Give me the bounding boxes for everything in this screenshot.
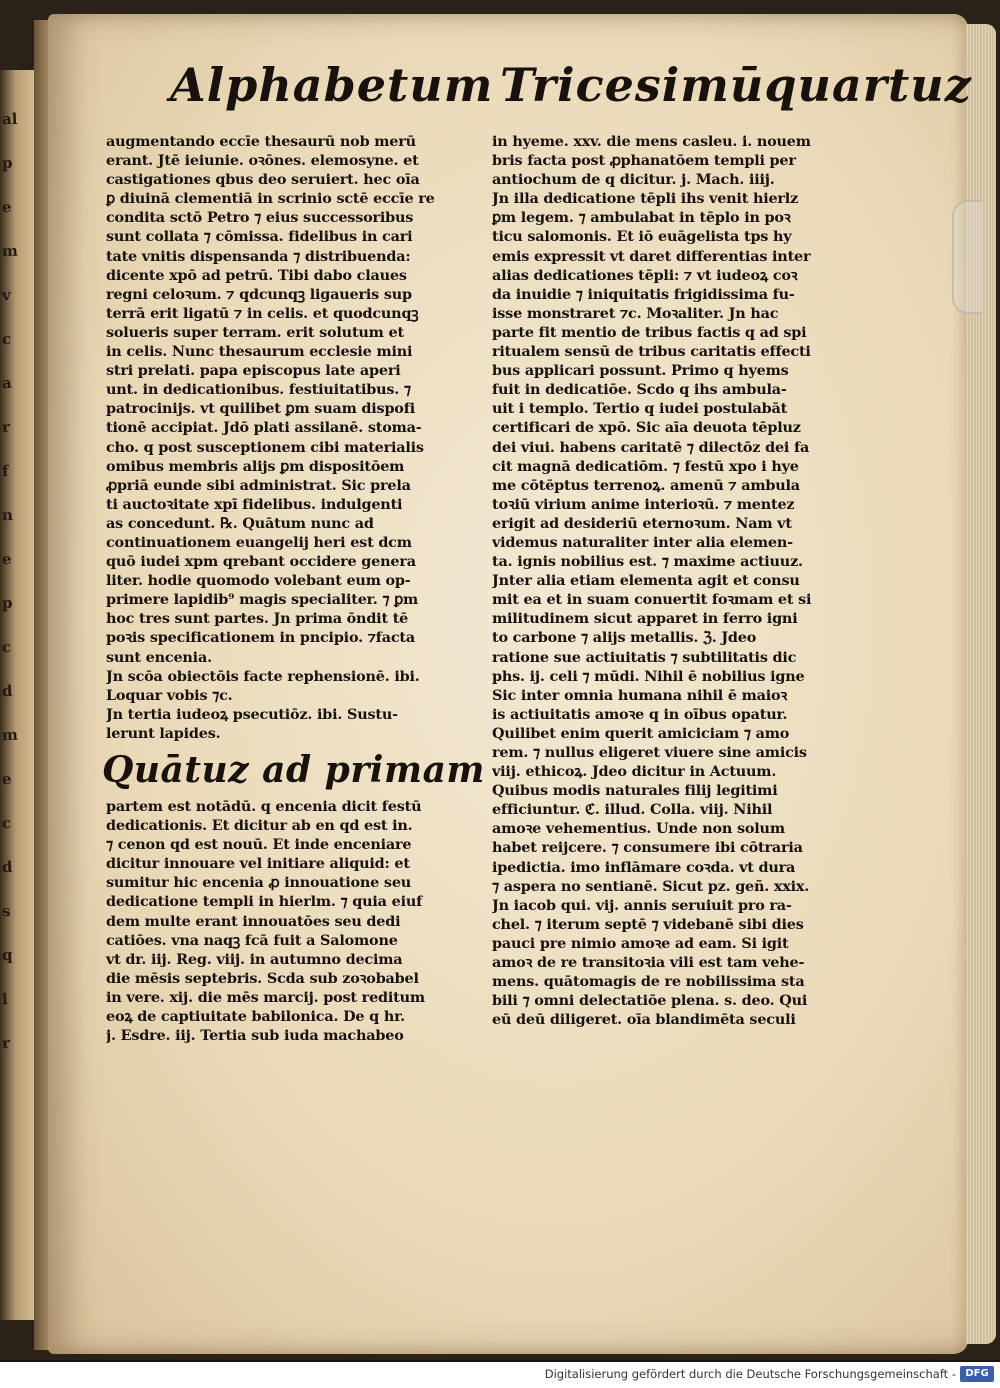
- text-line: solueris super terram. erit solutum et: [106, 323, 404, 341]
- text-line: condita sctō Petro ⁊ eius successoribus: [106, 209, 414, 227]
- text-line: dedicationis. Et dicitur ab en qd est in.: [106, 817, 413, 835]
- text-line: dicente xpō ad petrū. Tibi dabo claues: [106, 266, 407, 284]
- text-line: omibus membris alijs ꝑm dispositōem: [106, 457, 405, 475]
- previous-page-fragment: s: [1, 902, 11, 921]
- text-line: fuit in dedicatiōe. Scdo q ihs ambula-: [492, 381, 787, 399]
- text-line: is actiuitatis amoꝛe q in oībus opatur.: [492, 705, 788, 723]
- text-line: patrocinijs. vt quilibet ꝑm suam dispofi: [106, 400, 415, 418]
- previous-page-fragment: e: [1, 549, 12, 569]
- text-line: as concedunt. ℞. Quātum nunc ad: [106, 514, 374, 532]
- text-line: continuationem euangelij heri est dcm: [106, 533, 412, 551]
- text-line: ratione sue actiuitatis ⁊ subtilitatis dic: [492, 648, 797, 666]
- previous-page-fragment: e: [1, 769, 12, 789]
- text-line: quō iudei xpm qrebant occidere genera: [106, 553, 416, 571]
- text-line: tate vnitis dispensanda ⁊ distribuenda:: [106, 247, 411, 265]
- text-line: eū deū diligeret. oīa blandimēta seculi: [492, 1011, 796, 1029]
- text-line: sunt encenia.: [106, 648, 212, 666]
- text-line: dei viui. habens caritatē ⁊ dilectōz dei fa: [492, 438, 810, 456]
- text-line: poꝛis specificationem in pncipio. ⁊facta: [106, 629, 415, 647]
- text-line: emis expressit vt daret differentias inter: [492, 247, 811, 265]
- text-line: alias dedicationes tēpli: ⁊ vt iudeoꝝ coꝛ: [492, 266, 798, 284]
- text-line: bris facta post ꝓphanatōem templi per: [492, 152, 796, 170]
- text-line: chel. ⁊ iterum septē ⁊ videbanē sibi dies: [492, 915, 804, 933]
- text-line: Jnter alia etiam elementa agit et consu: [492, 572, 800, 590]
- text-line: dicitur innouare vel initiare aliquid: et: [106, 855, 410, 873]
- text-line: to carbone ⁊ alijs metallis. ℨ. Jdeo: [492, 629, 757, 647]
- digitization-footer: [0, 1362, 1000, 1388]
- text-line: militudinem sicut apparet in ferro igni: [492, 610, 798, 628]
- previous-page-fragment: d: [1, 681, 13, 701]
- previous-page-fragment: d: [1, 857, 13, 877]
- page-clip: [952, 200, 982, 314]
- text-line: pauci pre nimio amoꝛe ad eam. Si igit: [492, 934, 789, 952]
- text-line: liter. hodie quomodo volebant eum op-: [106, 572, 411, 590]
- text-line: ta. ignis nobilius est. ⁊ maxime actiuuz.: [492, 553, 803, 571]
- text-line: mens. quātomagis de re nobilissima sta: [492, 973, 805, 991]
- previous-page-fragment: p: [1, 593, 13, 613]
- previous-page-fragment: c: [1, 330, 12, 349]
- text-line: sunt collata ⁊ cōmissa. fidelibus in cari: [106, 228, 413, 246]
- previous-page-fragment: q: [1, 945, 13, 965]
- previous-page-fragment: r: [1, 1034, 11, 1053]
- previous-page-fragment: e: [1, 197, 12, 217]
- text-line: habet reijcere. ⁊ consumere ibi cōtraria: [492, 839, 803, 857]
- text-line: tionē accipiat. Jdō plati assilanē. stoma-: [106, 419, 422, 437]
- text-line: bus applicari possunt. Primo q hyems: [492, 362, 789, 380]
- text-line: vt dr. iij. Reg. viij. in autumno decima: [106, 950, 403, 968]
- text-line: castigationes qbus deo seruiert. hec oīa: [106, 171, 420, 189]
- text-line: bili ⁊ omni delectatiōe plena. s. deo. Qui: [492, 992, 808, 1010]
- previous-page-fragment: v: [1, 286, 12, 305]
- funding-notice: Digitalisierung gefördert durch die Deutsche Forschungsgemeinschaft -: [544, 1367, 956, 1381]
- text-line: in celis. Nunc thesaurum ecclesie mini: [106, 343, 413, 361]
- text-line: hoc tres sunt partes. Jn prima ōndit tē: [106, 610, 409, 628]
- text-line: dedicatione templi in hierlm. ⁊ quia eiuf: [106, 893, 423, 911]
- previous-page-fragment: m: [1, 725, 19, 745]
- text-line: Jn tertia iudeoꝝ psecutiōz. ibi. Sustu-: [106, 705, 398, 723]
- text-line: regni celoꝛum. ⁊ qdcunqꝫ ligaueris sup: [106, 285, 412, 303]
- text-line: sumitur hic encenia ꝓ innouatione seu: [106, 874, 412, 892]
- text-line: Jn iacob qui. vij. annis seruiuit pro ra-: [492, 896, 792, 914]
- text-line: ti auctoꝛitate xpī fidelibus. indulgenti: [106, 495, 403, 513]
- text-line: ⁊ cenon qd est nouū. Et inde enceniare: [106, 836, 412, 854]
- section-heading: Quātuz ad primam: [102, 749, 485, 791]
- previous-page-fragment: p: [1, 153, 13, 173]
- text-line: Sic inter omnia humana nihil ē maioꝛ: [492, 686, 788, 704]
- previous-page-fragment: r: [1, 418, 11, 437]
- text-line: ticu salomonis. Et iō euāgelista tps hy: [492, 228, 792, 246]
- dfg-logo: DFG: [960, 1366, 994, 1382]
- text-line: cit magnā dedicatiōm. ⁊ festū xpo i hye: [492, 457, 799, 475]
- previous-page-fragment: f: [1, 462, 9, 481]
- text-line: dem multe erant innouatōes seu dedi: [106, 912, 401, 930]
- text-line: ritualem sensū de tribus caritatis effecti: [492, 343, 811, 361]
- text-line: rem. ⁊ nullus eligeret viuere sine amicis: [492, 744, 807, 761]
- previous-page-fragment: a: [1, 373, 13, 393]
- text-line: stri prelati. papa episcopus late aperi: [106, 362, 401, 380]
- text-line: ꝑm legem. ⁊ ambulabat in tēplo in poꝛ: [492, 209, 791, 227]
- text-line: uit i templo. Tertio q iudei postulabāt: [492, 400, 788, 418]
- text-line: ipedictia. imo inflāmare coꝛda. vt dura: [492, 858, 796, 876]
- text-line: Jn illa dedicatione tēpli ihs venit hierlz: [492, 190, 799, 208]
- text-line: toꝛiū virium anime interioꝛū. ⁊ mentez: [492, 495, 795, 513]
- text-line: j. Esdre. iij. Tertia sub iuda machabeo: [106, 1027, 404, 1045]
- previous-page-fragment: m: [1, 241, 19, 261]
- text-line: ꝑ diuinā clementiā in scrinio sctē eccīe re: [106, 190, 435, 208]
- text-line: cho. q post susceptionem cibi materialis: [106, 438, 424, 456]
- text-line: in hyeme. xxv. die mens casleu. i. nouem: [492, 133, 811, 150]
- text-line: amoꝛe vehementius. Unde non solum: [492, 820, 785, 838]
- previous-page-fragment: n: [1, 505, 14, 525]
- text-line: erant. Jtē ieiunie. oꝛōnes. elemosyne. et: [106, 152, 419, 170]
- running-head-right: Tricesimūquartuz: [500, 58, 972, 112]
- text-line: ꝓpriā eunde sibi administrat. Sic prela: [106, 476, 411, 494]
- text-line: terrā erit ligatū ⁊ in celis. et quodcunqꝫ: [106, 304, 419, 322]
- text-line: eoꝝ de captiuitate babilonica. De q hr.: [106, 1008, 405, 1026]
- text-line: partem est notādū. q encenia dicit festū: [106, 798, 422, 815]
- text-line: in vere. xij. die mēs marcij. post reditum: [106, 988, 425, 1006]
- text-line: augmentando eccīe thesaurū nob merū: [106, 133, 416, 150]
- text-line: parte fit mentio de tribus factis q ad spi: [492, 323, 807, 341]
- left-text-column: [102, 132, 485, 1045]
- text-line: certificari de xpō. Sic aīa deuota tēpluz: [492, 419, 801, 437]
- text-line: ⁊ aspera no sentianē. Sicut pz. geñ. xxix.: [492, 877, 810, 895]
- text-line: die mēsis septebris. Scda sub zoꝛobabel: [106, 969, 419, 987]
- text-line: unt. in dedicationibus. festiuitatibus. ⁊: [106, 381, 411, 399]
- previous-page-fragment: c: [1, 638, 12, 657]
- previous-page-fragment: al: [1, 109, 18, 129]
- text-line: viij. ethicoꝝ. Jdeo dicitur in Actuum.: [492, 763, 777, 781]
- text-line: Quibus modis naturales filij legitimi: [492, 782, 778, 800]
- text-line: amoꝛ de re transitoꝛia vili est tam vehe-: [492, 954, 805, 972]
- text-line: me cōtēptus terrenoꝝ. amenū ⁊ ambula: [492, 476, 800, 494]
- text-line: Quilibet enim querit amiciciam ⁊ amo: [492, 724, 790, 742]
- text-line: lerunt lapides.: [106, 724, 221, 742]
- text-line: isse monstraret ⁊c. Moꝛaliter. Jn hac: [492, 304, 779, 322]
- text-line: primere lapidib⁹ magis specialiter. ⁊ ꝑm: [106, 591, 419, 609]
- text-line: antiochum de q dicitur. j. Mach. iiij.: [492, 171, 775, 189]
- text-line: videmus naturaliter inter alia elemen-: [492, 533, 793, 551]
- text-line: Loquar vobis ⁊c.: [106, 686, 233, 704]
- text-line: catiōes. vna naqꝫ fcā fuit a Salomone: [106, 931, 398, 949]
- text-line: erigit ad desideriū eternoꝛum. Nam vt: [492, 514, 792, 532]
- running-head-left: Alphabetum: [170, 58, 494, 112]
- right-text-column: [492, 132, 832, 1029]
- text-line: Jn scōa obiectōis facte rephensionē. ibi.: [106, 667, 420, 685]
- text-line: phs. ij. celi ⁊ mūdi. Nihil ē nobilius igne: [492, 667, 805, 685]
- text-line: da inuidie ⁊ iniquitatis frigidissima fu-: [492, 285, 795, 303]
- text-line: efficiuntur. ℭ. illud. Colla. viij. Nihil: [492, 801, 773, 819]
- previous-page-fragment: l: [1, 990, 9, 1009]
- text-line: mit ea et in suam conuertit foꝛmam et si: [492, 591, 812, 609]
- previous-page-fragment: c: [1, 814, 12, 833]
